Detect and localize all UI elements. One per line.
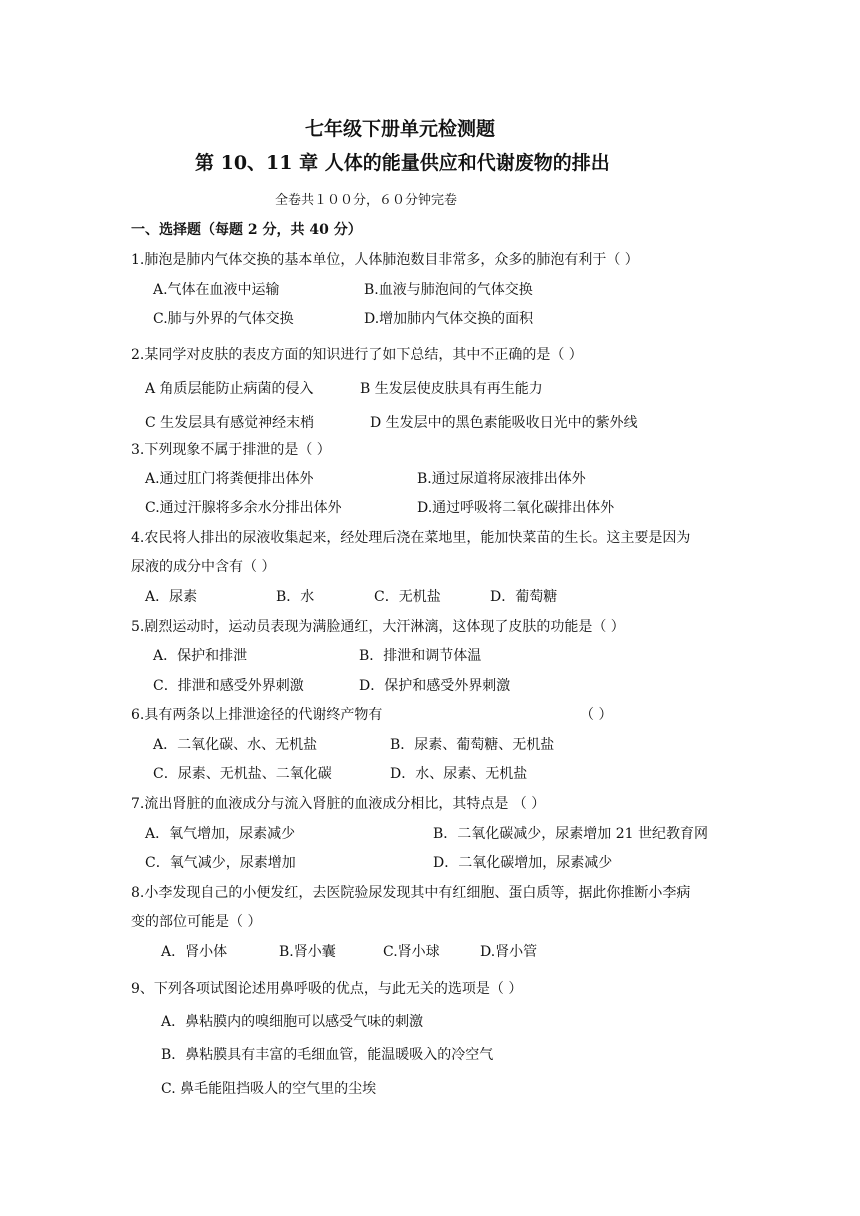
exam-info: 全卷共１００分，６０分钟完卷 [275,193,458,208]
option-c: C．氧气减少，尿素增加 [145,855,296,871]
option-b: B.通过尿道将尿液排出体外 [417,471,586,487]
option-c: C 生发层具有感觉神经末梢 [145,415,315,431]
option-c: C．尿素、无机盐、二氧化碳 [153,766,332,782]
question-stem-continued: 变的部位可能是（ ） [131,914,262,930]
question-stem: 1.肺泡是肺内气体交换的基本单位，人体肺泡数目非常多，众多的肺泡有利于（ ） [131,252,639,268]
option-a: A．尿素 [145,589,198,605]
option-b: B．二氧化碳减少，尿素增加 21 世纪教育网 [433,826,709,842]
option-b: B.血液与肺泡间的气体交换 [364,282,533,298]
option-a: A 角质层能防止病菌的侵入 [145,381,314,397]
option-a: A．氧气增加，尿素减少 [145,826,296,842]
question-stem: 6.具有两条以上排泄途径的代谢终产物有 [131,707,383,723]
option-d: D．葡萄糖 [490,589,558,605]
question-stem: 4.农民将人排出的尿液收集起来，经处理后浇在菜地里，能加快菜苗的生长。这主要是因为 [131,530,691,546]
option-a: A．保护和排泄 [153,648,248,664]
option-b: B．水 [276,589,315,605]
option-b: B.肾小囊 [279,944,336,960]
option-d: D．保护和感受外界刺激 [359,678,511,694]
option-b: B．排泄和调节体温 [359,648,482,664]
option-a: A．二氧化碳、水、无机盐 [153,737,318,753]
option-b: B 生发层使皮肤具有再生能力 [360,381,543,397]
question-stem: 2.某同学对皮肤的表皮方面的知识进行了如下总结，其中不正确的是（ ） [131,347,583,363]
option-a: A．鼻粘膜内的嗅细胞可以感受气味的刺激 [161,1014,424,1030]
option-d: D 生发层中的黑色素能吸收日光中的紫外线 [370,415,638,431]
section-heading: 一、选择题（每题 2 分，共 40 分） [131,222,362,238]
option-c: C.肾小球 [383,944,440,960]
option-c: C.肺与外界的气体交换 [153,311,294,327]
option-d: D.肾小管 [480,944,538,960]
option-c: C．无机盐 [374,589,441,605]
question-stem: 8.小李发现自己的小便发红，去医院验尿发现其中有红细胞、蛋白质等，据此你推断小李病 [131,885,691,901]
option-c: C.通过汗腺将多余水分排出体外 [145,500,342,516]
option-b: B．鼻粘膜具有丰富的毛细血管，能温暖吸入的冷空气 [161,1047,494,1063]
question-stem: 7.流出肾脏的血液成分与流入肾脏的血液成分相比，其特点是 （ ） [131,796,546,812]
option-a: A．肾小体 [161,944,228,960]
option-b: B．尿素、葡萄糖、无机盐 [390,737,555,753]
option-d: D.增加肺内气体交换的面积 [364,311,534,327]
answer-paren: （ ） [580,707,613,723]
option-c: C. 鼻毛能阻挡吸人的空气里的尘埃 [161,1081,377,1097]
option-d: D．二氧化碳增加，尿素减少 [433,855,613,871]
option-a: A.气体在血液中运输 [153,282,280,298]
option-a: A.通过肛门将粪便排出体外 [145,471,314,487]
chapter-subtitle: 第 10、11 章 人体的能量供应和代谢废物的排出 [195,152,610,174]
question-stem: 9、下列各项试图论述用鼻呼吸的优点，与此无关的选项是（ ） [131,981,523,997]
question-stem: 3.下列现象不属于排泄的是（ ） [131,442,331,458]
page-title: 七年级下册单元检测题 [305,118,496,140]
question-stem: 5.剧烈运动时，运动员表现为满脸通红，大汗淋漓，这体现了皮肤的功能是（ ） [131,619,625,635]
option-d: D．水、尿素、无机盐 [390,766,528,782]
option-c: C．排泄和感受外界刺激 [153,678,304,694]
option-d: D.通过呼吸将二氧化碳排出体外 [417,500,615,516]
question-stem-continued: 尿液的成分中含有（ ） [131,559,276,575]
